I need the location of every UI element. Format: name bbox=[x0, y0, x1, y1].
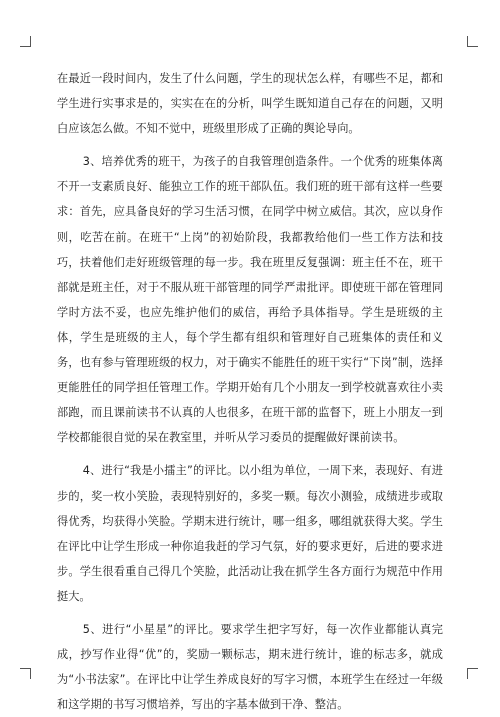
paragraph-little-champion: 4、进行“我是小擂主”的评比。以小组为单位，一周下来，表现好、有进步的，奖一枚小笑脸，表现特别好的，多奖一颗。每次小测验，成绩进步或取得优秀，均获得小笑脸。学期末进行统计，哪一组多，哪组就获得大奖。学生在评比中让学生形成一种你追我赶的学习气氛，好的要求更好，后进的要求进步。学生很看重自己得几个笑脸，此活动让我在抓学生各方面行为规范中作用挺大。 bbox=[57, 464, 443, 603]
paragraph-little-star: 5、进行“小星星”的评比。要求学生把字写好，每一次作业都能认真完成，抄写作业得“优”的，奖励一颗标志，期末进行统计，谁的标志多，就成为“小书法家”。在评比中让学生养成良好的写字习惯，本班学生在经过一年级和这学期的书写习惯培养，写出的字基本做到干净、整洁。 bbox=[57, 622, 443, 712]
paragraph-class-cadres: 3、培养优秀的班干，为孩子的自我管理创造条件。一个优秀的班集体离不开一支素质良好、能独立工作的班干部队伍。我们班的班干部有这样一些要求：首先，应具备良好的学习生活习惯，在同学中树立威信。其次，应以身作则，吃苦在前。在班干“上岗”的初始阶段，我都教给他们一些工作方法和技巧，扶着他们走好班级管理的每一步。我在班里反复强调：班主任不在，班干部就是班主任，对于不服从班干部管理的同学严肃批评。即使班干部在管理同学时方法不妥，也应先维护他们的威信，再给予具体指导。学生是班级的主体，学生是班级的主人，每个学生都有组织和管理好自己班集体的责任和义务，也有参与管理班级的权力，对于确实不能胜任的班干实行“下岗”制，选择更能胜任的同学担任管理工作。学期开始有几个小朋友一到学校就喜欢往小卖部跑，而且课前读书不认真的人也很多，在班干部的监督下，班上小朋友一到学校都能很自觉的呆在教室里，并听从学习委员的提醒做好课前读书。 bbox=[57, 155, 443, 445]
crop-mark-top-left bbox=[20, 36, 31, 47]
crop-mark-bottom-left bbox=[20, 668, 31, 679]
crop-mark-bottom-right bbox=[467, 668, 478, 679]
paragraph-continuation: 在最近一段时间内，发生了什么问题，学生的现状怎么样，有哪些不足，都和学生进行实事求是的，实实在在的分析，叫学生既知道自己存在的问题，又明白应该怎么做。不知不觉中，班级里形成了正确的舆论导向。 bbox=[57, 72, 443, 136]
document-body bbox=[57, 66, 443, 717]
crop-mark-top-right bbox=[467, 36, 478, 47]
